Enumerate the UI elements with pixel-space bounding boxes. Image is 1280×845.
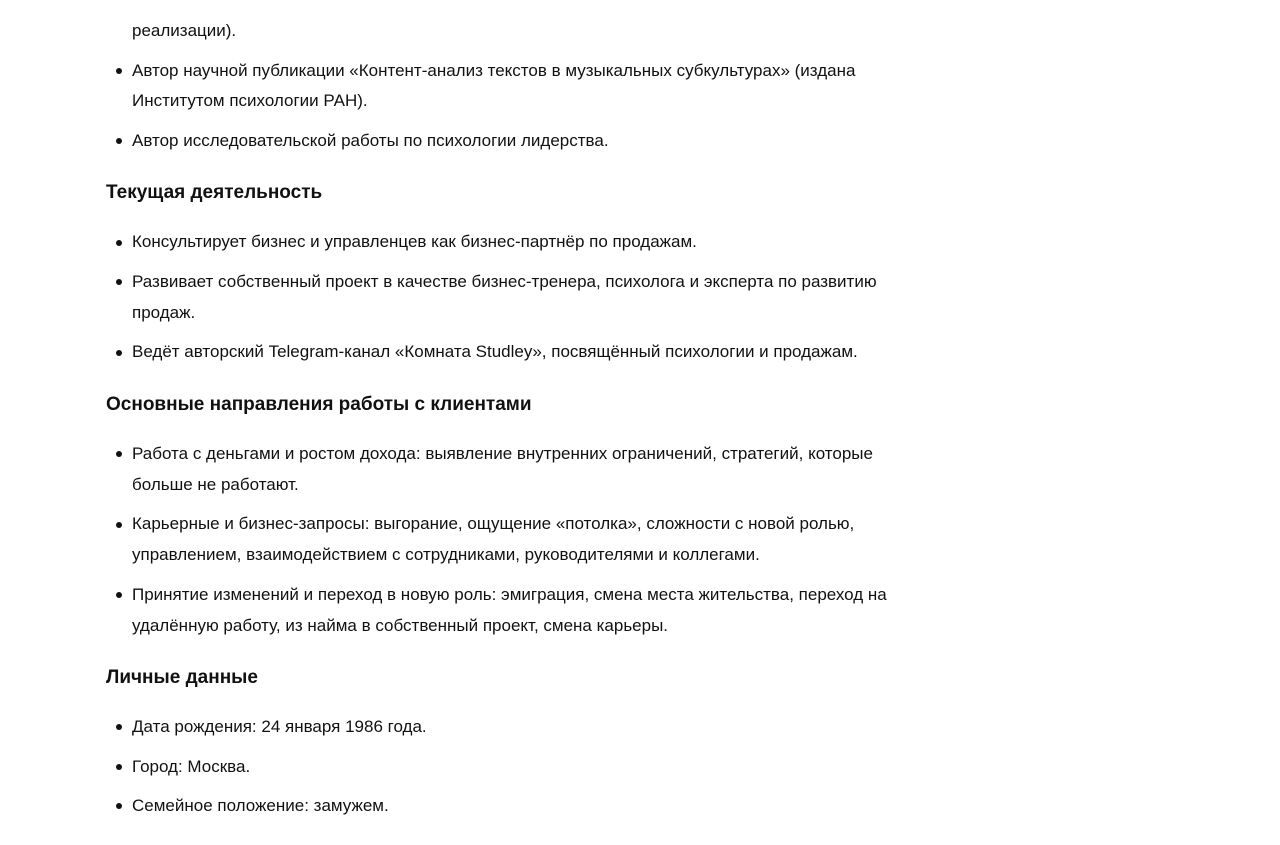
list-item-text: Автор научной публикации «Контент-анализ текстов в музыкальных субкультурах» (издана xyxy=(132,61,856,80)
list-item-text: продаж. xyxy=(132,303,196,322)
list-item-text: больше не работают. xyxy=(132,475,299,494)
bullet-icon xyxy=(116,138,122,144)
list-item-text: Развивает собственный проект в качестве бизнес-тренера, психолога и эксперта по развитию xyxy=(132,272,877,291)
bullet-icon xyxy=(116,724,122,730)
list-item-text: Консультирует бизнес и управленцев как бизнес-партнёр по продажам. xyxy=(132,232,697,251)
list-item-text: удалённую работу, из найма в собственный проект, смена карьеры. xyxy=(132,616,669,635)
bullet-icon xyxy=(116,764,122,770)
list-item-text: Ведёт авторский Telegram-канал «Комната Studley», посвящённый психологии и продажам. xyxy=(132,342,858,361)
bullet-icon xyxy=(116,350,122,356)
list-item-text: управлением, взаимодействием с сотрудниками, руководителями и коллегами. xyxy=(132,545,760,564)
section-heading: Основные направления работы с клиентами xyxy=(106,394,532,415)
list-item-text: Принятие изменений и переход в новую роль: эмиграция, смена места жительства, переход на xyxy=(132,585,887,604)
list-item-text: Семейное положение: замужем. xyxy=(132,796,389,815)
bullet-icon xyxy=(116,592,122,598)
section-heading: Личные данные xyxy=(106,667,258,688)
list-item-text: Дата рождения: 24 января 1986 года. xyxy=(132,717,427,736)
list-item-text: Автор исследовательской работы по психологии лидерства. xyxy=(132,131,609,150)
section-heading: Текущая деятельность xyxy=(106,182,323,203)
bullet-icon xyxy=(116,68,122,74)
list-item-text: Карьерные и бизнес-запросы: выгорание, ощущение «потолка», сложности с новой ролью, xyxy=(132,514,855,533)
list-item-text: реализации). xyxy=(132,21,237,40)
bullet-icon xyxy=(116,240,122,246)
bullet-icon xyxy=(116,522,122,528)
bullet-icon xyxy=(116,803,122,809)
list-item-text: Работа с деньгами и ростом дохода: выявление внутренних ограничений, стратегий, которые xyxy=(132,444,873,463)
list-item-text: Институтом психологии РАН). xyxy=(132,91,368,110)
list-item-text: Город: Москва. xyxy=(132,757,251,776)
bullet-icon xyxy=(116,451,122,457)
bullet-icon xyxy=(116,279,122,285)
